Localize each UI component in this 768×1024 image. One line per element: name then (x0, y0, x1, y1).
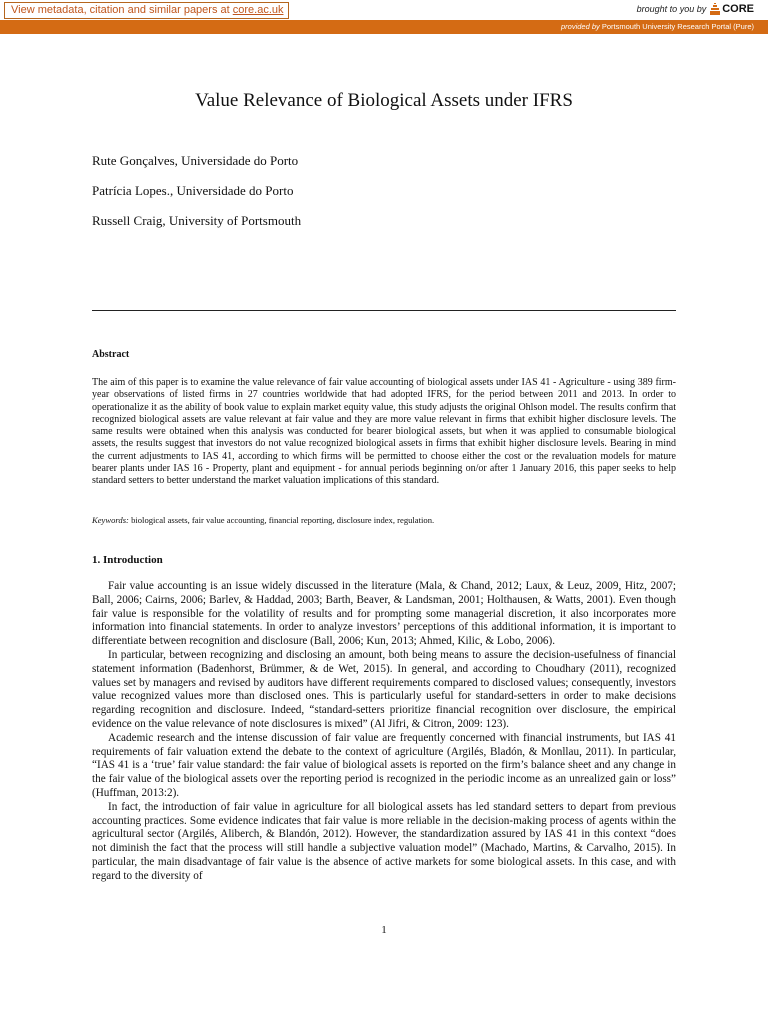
core-logo[interactable] (710, 3, 754, 15)
body-paragraph: Academic research and the intense discussion of fair value are frequently concerned with financial instruments, but IAS 41 requirements of fair valuation extend the debate to the context of agriculture (Argilés, Bladón, & Monllau, 2011). In particular, “IAS 41 is a ‘true’ fair value standard: the fair value of biological assets is reported on the firm’s balance sheet and any change in the fair value of the biological assets over the reporting period is recognized in the periodic income as an unrealized gain or loss” (Huffman, 2013:2). (92, 731, 676, 799)
core-brought-label: brought to you by (636, 4, 707, 14)
keywords-label: Keywords: (92, 515, 129, 525)
body-paragraph: Fair value accounting is an issue widely discussed in the literature (Mala, & Chand, 2012; Laux, & Leuz, 2009, Hitz, 2007; Ball, 2006; Cairns, 2006; Barlev, & Haddad, 2003; Barth, Beaver, & Landsman, 2001; Holthausen, & Watts, 2001). Even though fair value is responsible for the volatility of results and for prompting some managerial discretion, it also incorporates more information into financial statements. In order to analyze investors’ perceptions of this additional information, it is important to differentiate between recognition and disclosure (Ball, 2006; Kun, 2013; Ahmed, Kilic, & Lobo, 2006). (92, 580, 676, 648)
core-logo-icon (710, 3, 720, 15)
abstract-text: The aim of this paper is to examine the value relevance of fair value accounting of biological assets under IAS 41 - Agriculture - using 389 firm-year observations of listed firms in 27 countries worldwide that had adopted IFRS, for the period between 2011 and 2013. In order to operationalize it as the ability of book value to explain market equity value, this study adjusts the original Ohlson model. The results confirm that recognized biological assets are value relevant at fair value and they are more value relevant in firms that exhibit higher disclosure levels. The same results were obtained when this analysis was conducted for bearer biological assets, but when it was applied to consumable biological assets, the results suggest that investors do not value recognized biological assets in firms that exhibit higher disclosure levels. Bearing in mind the current adjustments to IAS 41, according to which firms will be permitted to choose either the cost or the revaluation models for mature bearer plants under IAS 16 - Property, plant and equipment - for annual periods beginning on/or after 1 January 2016, this paper seeks to help standard setters to better understand the market valuation implications of this standard. (92, 377, 676, 487)
page-number: 1 (381, 924, 387, 936)
core-link-site[interactable]: core.ac.uk (232, 4, 284, 16)
paper-title: Value Relevance of Biological Assets under IFRS (195, 90, 573, 111)
core-provided-source: Portsmouth University Research Portal (Pure) (601, 22, 754, 31)
author-line-1: Rute Gonçalves, Universidade do Porto (92, 153, 299, 168)
keywords-text: biological assets, fair value accounting, financial reporting, disclosure index, regulation. (128, 515, 435, 525)
introduction-body (92, 580, 676, 884)
body-paragraph: In particular, between recognizing and disclosing an amount, both being means to assure the decision-usefulness of financial statement information (Badenhorst, Brümmer, & de Wet, 2015). In general, and according to Choudhary (2011), recognized values set by managers and revised by auditors have different requirements compared to disclosed values; consequently, investors value recognized values more than disclosed ones. This is particularly useful for standard-setters in order to make decisions regarding recognition and disclosure. Indeed, “standard-setters prioritize financial recognition over disclosure, the empirical evidence on the value relevance of note disclosures is mixed” (Al Jifri, & Citron, 2009: 123). (92, 648, 676, 730)
core-brought-by[interactable] (637, 3, 754, 15)
core-provided-by[interactable] (561, 22, 754, 31)
core-provided-label: provided by (560, 22, 600, 31)
core-link-prefix: View metadata, citation and similar papers at (11, 4, 233, 16)
author-line-3: Russell Craig, University of Portsmouth (92, 213, 302, 228)
core-logo-text: CORE (722, 3, 754, 15)
body-paragraph: In fact, the introduction of fair value in agriculture for all biological assets has led standard setters to depart from previous accounting practices. Some evidence indicates that fair value is more reliable in the decision-making process of agents within the agricultural sector (Argilés, Aliberch, & Blandón, 2012). However, the standardization assured by IAS 41 in this context “does not diminish the fact that the process will still handle a subjective valuation model” (Machado, Martins, & Carvalho, 2015). In particular, the main disadvantage of fair value is the absence of active markets for some biological assets. In this case, and with regard to the diversity of (92, 800, 676, 882)
core-provided-bar (0, 20, 768, 34)
section-heading-introduction: 1. Introduction (92, 554, 163, 566)
abstract-heading: Abstract (92, 349, 130, 360)
core-metadata-link[interactable] (4, 2, 289, 19)
core-banner (0, 0, 768, 20)
title-divider (92, 310, 676, 311)
author-line-2: Patrícia Lopes., Universidade do Porto (92, 183, 294, 198)
keywords (92, 515, 434, 525)
